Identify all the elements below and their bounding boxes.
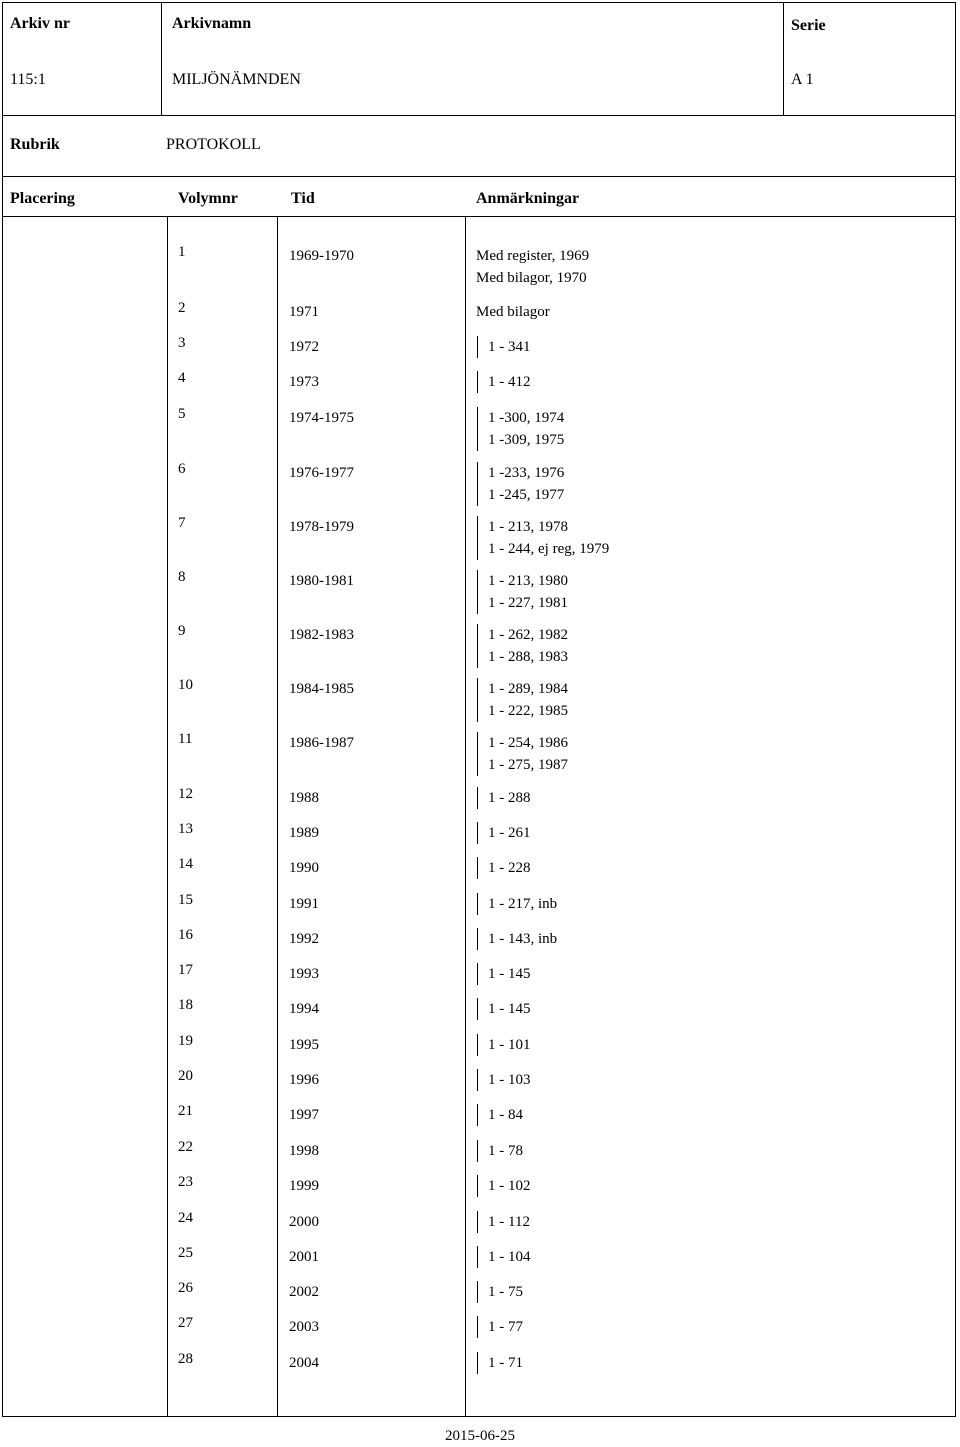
volume-period: 1992 (289, 931, 319, 947)
volume-number: 5 (178, 406, 186, 422)
volume-note-text: 1 - 228 (488, 860, 531, 876)
volume-note (477, 1316, 523, 1338)
volume-period: 2003 (289, 1319, 319, 1335)
divider (161, 3, 162, 115)
volume-period: 1988 (289, 790, 319, 806)
volume-number: 18 (178, 997, 193, 1013)
note-bracket-mark (477, 928, 478, 950)
divider (465, 216, 466, 1416)
divider (277, 216, 278, 1416)
volume-note-text: 1 - 84 (488, 1107, 523, 1123)
note-bracket-mark (477, 893, 478, 915)
volume-period: 1969-1970 (289, 248, 354, 264)
volume-note (477, 1246, 531, 1268)
volume-note-text: Med register, 1969 (476, 248, 590, 264)
divider (167, 216, 168, 1416)
volume-note (477, 646, 568, 668)
volume-period: 1995 (289, 1037, 319, 1053)
volume-note-text: 1 - 77 (488, 1319, 523, 1335)
archive-record-frame (2, 2, 956, 1417)
footer-date: 2015-06-25 (445, 1428, 515, 1444)
serie-label: Serie (791, 17, 826, 34)
volume-note-text: 1 - 341 (488, 339, 531, 355)
volume-note (477, 754, 568, 776)
volume-note (477, 963, 531, 985)
volume-note-text: 1 -300, 1974 (488, 410, 565, 426)
arkiv-nr-label: Arkiv nr (10, 15, 70, 32)
divider (3, 115, 955, 116)
note-bracket-mark (477, 646, 478, 668)
volume-period: 1986-1987 (289, 735, 354, 751)
note-bracket-mark (477, 857, 478, 879)
volume-period: 1998 (289, 1143, 319, 1159)
note-bracket-mark (477, 1352, 478, 1374)
volume-note-text: 1 - 103 (488, 1072, 531, 1088)
volume-number: 20 (178, 1068, 193, 1084)
volume-note (477, 678, 568, 700)
volume-period: 1978-1979 (289, 519, 354, 535)
volume-period: 1982-1983 (289, 627, 354, 643)
volume-note-text: 1 - 75 (488, 1284, 523, 1300)
volume-period: 1993 (289, 966, 319, 982)
volume-note (477, 371, 531, 393)
volume-note-text: 1 - 102 (488, 1178, 531, 1194)
volume-number: 28 (178, 1351, 193, 1367)
volume-period: 2004 (289, 1355, 319, 1371)
volume-period: 2002 (289, 1284, 319, 1300)
volume-number: 10 (178, 677, 193, 693)
note-bracket-mark (477, 822, 478, 844)
volume-note (477, 1069, 531, 1091)
volume-period: 1984-1985 (289, 681, 354, 697)
volume-period: 1974-1975 (289, 410, 354, 426)
note-bracket-mark (477, 538, 478, 560)
volume-note-text: 1 - 143, inb (488, 931, 558, 947)
note-bracket-mark (477, 407, 478, 429)
note-bracket-mark (477, 998, 478, 1020)
note-bracket-mark (477, 1140, 478, 1162)
note-bracket-mark (477, 336, 478, 358)
volume-note-text: 1 - 222, 1985 (488, 703, 568, 719)
volume-period: 1980-1981 (289, 573, 354, 589)
volume-note (477, 787, 531, 809)
note-bracket-mark (477, 624, 478, 646)
note-bracket-mark (477, 462, 478, 484)
volume-number: 3 (178, 335, 186, 351)
note-bracket-mark (477, 592, 478, 614)
volume-note (476, 245, 589, 267)
volume-number: 11 (178, 731, 193, 747)
volume-note (477, 516, 568, 538)
divider (783, 3, 784, 115)
note-bracket-mark (477, 570, 478, 592)
col-placering: Placering (10, 190, 75, 207)
volume-note (477, 429, 564, 451)
volume-note-text: 1 - 254, 1986 (488, 735, 568, 751)
volume-number: 7 (178, 515, 186, 531)
rubrik-label: Rubrik (10, 136, 60, 153)
volume-period: 1976-1977 (289, 465, 354, 481)
volume-note (477, 407, 564, 429)
note-bracket-mark (477, 678, 478, 700)
volume-number: 21 (178, 1103, 193, 1119)
volume-note (477, 624, 568, 646)
volume-note-text: 1 - 213, 1980 (488, 573, 568, 589)
note-bracket-mark (477, 429, 478, 451)
volume-note (477, 893, 557, 915)
volume-note (477, 857, 531, 879)
volume-note-text: 1 -233, 1976 (488, 465, 565, 481)
volume-note-text: 1 - 275, 1987 (488, 757, 568, 773)
volume-number: 17 (178, 962, 193, 978)
volume-note (477, 1104, 523, 1126)
volume-note-text: 1 - 213, 1978 (488, 519, 568, 535)
volume-note-text: 1 - 78 (488, 1143, 523, 1159)
volume-note-text: 1 - 71 (488, 1355, 523, 1371)
volume-note (477, 484, 564, 506)
volume-number: 25 (178, 1245, 193, 1261)
volume-note-text: 1 - 112 (488, 1214, 530, 1230)
serie-value: A 1 (791, 71, 814, 88)
volume-period: 1973 (289, 374, 319, 390)
note-bracket-mark (477, 963, 478, 985)
volume-note (476, 267, 587, 289)
volume-note-text: 1 - 261 (488, 825, 531, 841)
note-bracket-mark (477, 787, 478, 809)
volume-note-text: 1 -309, 1975 (488, 432, 565, 448)
note-bracket-mark (477, 732, 478, 754)
volume-number: 16 (178, 927, 193, 943)
arkivnamn-value: MILJÖNÄMNDEN (172, 71, 301, 88)
volume-note-text: 1 - 412 (488, 374, 531, 390)
volume-note (477, 462, 564, 484)
volume-period: 1996 (289, 1072, 319, 1088)
volume-note (477, 700, 568, 722)
volume-period: 1997 (289, 1107, 319, 1123)
volume-note-text: 1 -245, 1977 (488, 487, 565, 503)
col-tid: Tid (291, 190, 315, 207)
volume-number: 26 (178, 1280, 193, 1296)
volume-number: 1 (178, 244, 186, 260)
volume-note-text: 1 - 244, ej reg, 1979 (488, 541, 610, 557)
volume-note (477, 592, 568, 614)
volume-note (477, 822, 531, 844)
note-bracket-mark (477, 516, 478, 538)
volume-number: 27 (178, 1315, 193, 1331)
volume-number: 23 (178, 1174, 193, 1190)
volume-note (477, 1034, 531, 1056)
volume-note (477, 1211, 530, 1233)
volume-note (477, 1352, 523, 1374)
volume-note-text: 1 - 288, 1983 (488, 649, 568, 665)
arkiv-nr-value: 115:1 (10, 71, 46, 88)
note-bracket-mark (477, 484, 478, 506)
col-anmarkningar: Anmärkningar (476, 190, 580, 207)
note-bracket-mark (477, 1175, 478, 1197)
volume-period: 1971 (289, 304, 319, 320)
volume-note-text: 1 - 288 (488, 790, 531, 806)
note-bracket-mark (477, 1281, 478, 1303)
volume-number: 9 (178, 623, 186, 639)
note-bracket-mark (477, 1069, 478, 1091)
volume-note-text: 1 - 227, 1981 (488, 595, 568, 611)
volume-period: 1991 (289, 896, 319, 912)
volume-period: 2000 (289, 1214, 319, 1230)
volume-note-text: Med bilagor, 1970 (476, 270, 587, 286)
volume-note (477, 998, 531, 1020)
volume-note (477, 1175, 531, 1197)
rubrik-value: PROTOKOLL (166, 136, 261, 153)
volume-note (477, 1140, 523, 1162)
volume-number: 13 (178, 821, 193, 837)
volume-note (477, 928, 557, 950)
volume-number: 15 (178, 892, 193, 908)
volume-period: 1999 (289, 1178, 319, 1194)
note-bracket-mark (477, 1034, 478, 1056)
volume-period: 1990 (289, 860, 319, 876)
volume-number: 8 (178, 569, 186, 585)
volume-note (477, 732, 568, 754)
note-bracket-mark (477, 1246, 478, 1268)
volume-period: 2001 (289, 1249, 319, 1265)
volume-number: 4 (178, 370, 186, 386)
col-volymnr: Volymnr (178, 190, 238, 207)
volume-note-text: 1 - 145 (488, 966, 531, 982)
volume-number: 24 (178, 1210, 193, 1226)
volume-period: 1972 (289, 339, 319, 355)
volume-note-text: 1 - 262, 1982 (488, 627, 568, 643)
volume-period: 1994 (289, 1001, 319, 1017)
volume-note (476, 301, 550, 323)
volume-note (477, 570, 568, 592)
volume-note (477, 538, 609, 560)
volume-number: 22 (178, 1139, 193, 1155)
volume-number: 14 (178, 856, 193, 872)
divider (3, 216, 955, 217)
note-bracket-mark (477, 1211, 478, 1233)
volume-note-text: 1 - 289, 1984 (488, 681, 568, 697)
volume-note-text: 1 - 101 (488, 1037, 531, 1053)
note-bracket-mark (477, 371, 478, 393)
volume-note-text: 1 - 217, inb (488, 896, 558, 912)
volume-note (477, 1281, 523, 1303)
note-bracket-mark (477, 1104, 478, 1126)
volume-note-text: Med bilagor (476, 304, 550, 320)
volume-number: 19 (178, 1033, 193, 1049)
volume-number: 12 (178, 786, 193, 802)
volume-note (477, 336, 531, 358)
volume-period: 1989 (289, 825, 319, 841)
note-bracket-mark (477, 1316, 478, 1338)
volume-note-text: 1 - 145 (488, 1001, 531, 1017)
divider (3, 176, 955, 177)
arkivnamn-label: Arkivnamn (172, 15, 252, 32)
volume-note-text: 1 - 104 (488, 1249, 531, 1265)
note-bracket-mark (477, 754, 478, 776)
note-bracket-mark (477, 700, 478, 722)
volume-number: 6 (178, 461, 186, 477)
volume-number: 2 (178, 300, 186, 316)
